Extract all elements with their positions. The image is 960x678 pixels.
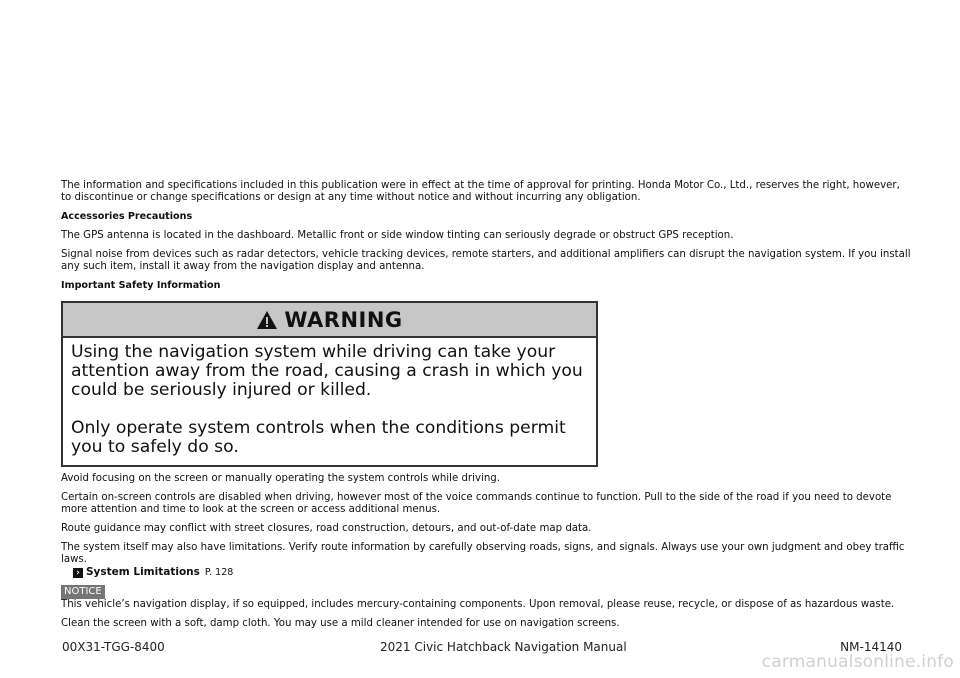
crossref-page: P. 128 [204,567,234,578]
footer-part-number: 00X31-TGG-8400 [62,640,165,654]
safety-heading: Important Safety Information [61,280,221,291]
warning-text-1: Using the navigation system while driving can take your attention away from the road, causing a crash in which you could be seriously injured or killed. [71,342,583,400]
manual-page-content [61,180,911,630]
warning-text-2: Only operate system controls when the conditions permit you to safely do so. [71,418,566,457]
crossref-label: System Limitations [86,566,200,578]
warning-triangle-icon [256,310,278,330]
warning-body [63,338,596,465]
onscreen-controls-paragraph: Certain on-screen controls are disabled when driving, however most of the voice commands continue to function. Pull to the side of the road if you need to devote more attention and time to look at the screen or access additional menus. [61,492,892,515]
intro-paragraph: The information and specifications included in this publication were in effect at the time of approval for printing. Honda Motor Co., Ltd., reserves the right, however, to discontinue or change specifications or design at any time without notice and without incurring any obligation. [61,180,900,203]
accessories-heading: Accessories Precautions [61,211,193,222]
warning-title: WARNING [284,307,403,332]
footer-code: NM-14140 [840,640,902,654]
crossref-arrow-icon: › [73,568,83,578]
notice-badge: NOTICE [61,585,105,599]
system-limitations-paragraph: The system itself may also have limitations. Verify route information by carefully observing roads, signs, and signals. Always use your own judgment and obey traffic laws. [61,542,905,565]
watermark: carmanualsonline.info [761,652,954,672]
route-guidance-paragraph: Route guidance may conflict with street closures, road construction, detours, and out-of-date map data. [61,523,592,534]
warning-header [63,303,596,338]
signal-noise-paragraph: Signal noise from devices such as radar detectors, vehicle tracking devices, remote starters, and additional amplifiers can disrupt the navigation system. If you install any such item, install it away from the navigation display and antenna. [61,249,911,272]
cleaning-paragraph: Clean the screen with a soft, damp cloth. You may use a mild cleaner intended for use on navigation screens. [61,618,620,629]
warning-box [61,301,598,467]
avoid-focusing-paragraph: Avoid focusing on the screen or manually operating the system controls while driving. [61,473,500,484]
system-limitations-link[interactable] [73,566,911,579]
footer-manual-title: 2021 Civic Hatchback Navigation Manual [380,640,627,654]
mercury-notice-paragraph: This vehicle’s navigation display, if so equipped, includes mercury-containing components. Upon removal, please reuse, recycle, or dispose of as hazardous waste. [61,599,895,610]
gps-antenna-paragraph: The GPS antenna is located in the dashboard. Metallic front or side window tinting can seriously degrade or obstruct GPS reception. [61,230,734,241]
